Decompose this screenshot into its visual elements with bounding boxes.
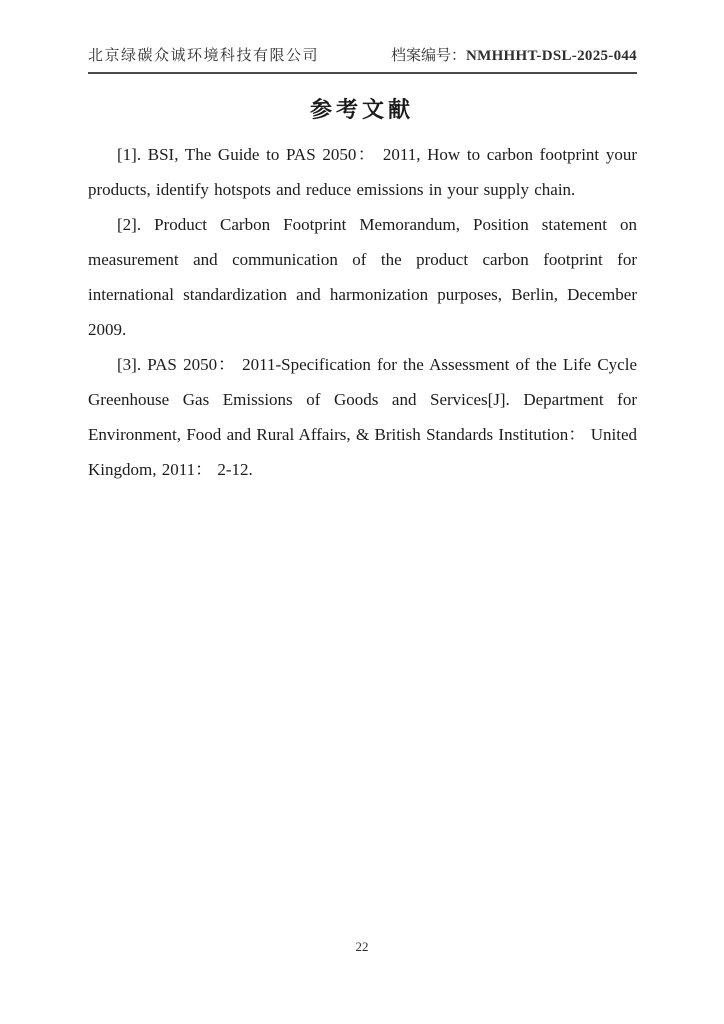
reference-item-1: [1]. BSI, The Guide to PAS 2050： 2011, How to carbon footprint your products, identify hotspots and reduce emissions in your supply chain. bbox=[88, 145, 637, 199]
page-header bbox=[88, 44, 637, 74]
header-company-name: 北京绿碳众诚环境科技有限公司 bbox=[88, 48, 320, 64]
reference-item-3: [3]. PAS 2050： 2011-Specification for the Assessment of the Life Cycle Greenhouse Gas Emissions of Goods and Services[J]. Department for Environment, Food and Rural Affairs, & British Standards Institution： United Kingdom, 2011： 2-12. bbox=[88, 355, 637, 479]
doc-number-label: 档案编号： bbox=[390, 48, 466, 64]
page-footer bbox=[0, 939, 724, 955]
page-title: 参考文献 bbox=[309, 97, 414, 122]
doc-number-value: NMHHHT-DSL-2025-044 bbox=[466, 48, 637, 64]
header-doc-number bbox=[391, 44, 637, 65]
references-section bbox=[88, 137, 637, 487]
reference-item-2: [2]. Product Carbon Footprint Memorandum, Position statement on measurement and communication of the product carbon footprint for international standardization and harmonization purposes, Berlin, December 2009. bbox=[88, 215, 637, 339]
page-number: 22 bbox=[355, 939, 369, 954]
